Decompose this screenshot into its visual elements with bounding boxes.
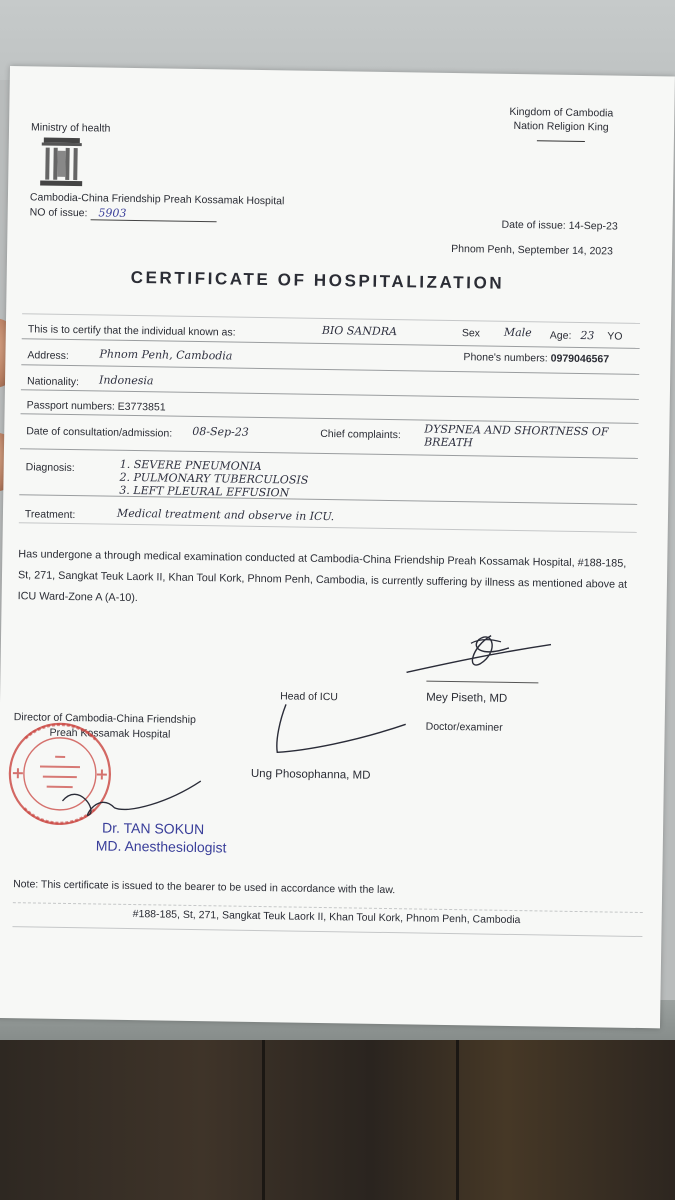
nationality-value: Indonesia — [98, 373, 154, 388]
footer-note: Note: This certificate is issued to the bearer to be used in accordance with the law. — [13, 878, 396, 897]
passport-label: Passport numbers: — [26, 399, 115, 413]
form-rule — [19, 494, 637, 505]
ministry-emblem-icon — [38, 136, 85, 189]
consultation-value: 08-Sep-23 — [192, 424, 249, 439]
patient-name: BIO SANDRA — [321, 323, 398, 339]
date-of-issue: Date of issue: 14-Sep-23 — [501, 218, 618, 233]
age-value: 23 — [580, 328, 595, 343]
certify-label: This is to certify that the individual known as: — [27, 323, 236, 339]
certificate-body-text: Has undergone a through medical examination conducted at Cambodia-China Friendship Preah Kossamak Hospital, #188-185, St, 271, Sangkat Teuk Laork II, Khan Toul Kork, Phnom Penh, Cambodia, is currently suffering by illness as mentioned above at ICU Ward-Zone A (A-10). — [17, 548, 628, 605]
doctor-role: Doctor/examiner — [425, 720, 503, 734]
director-line-2: Preah Kossamak Hospital — [49, 726, 171, 741]
form-rule — [21, 413, 639, 424]
kingdom-label: Kingdom of Cambodia — [509, 105, 614, 120]
floor-seam — [456, 1040, 459, 1200]
phone-label: Phone's numbers: — [463, 351, 548, 365]
sex-label: Sex — [461, 327, 481, 340]
diagnosis-label: Diagnosis: — [25, 461, 75, 475]
issue-no-label: NO of issue: — [29, 206, 88, 220]
address-value: Phnom Penh, Cambodia — [99, 347, 233, 363]
footer-rule — [12, 926, 642, 937]
complaints-value-line-1: DYSPNEA AND SHORTNESS OF — [424, 422, 609, 439]
diagnosis-item: 3. LEFT PLEURAL EFFUSION — [119, 483, 290, 500]
form-rule — [19, 522, 637, 533]
background-floor — [0, 1040, 675, 1200]
complaints-value-line-2: BREATH — [424, 435, 473, 450]
doctor-name: Mey Piseth, MD — [426, 691, 508, 705]
head-icu-name: Ung Phosophanna, MD — [250, 767, 371, 782]
passport-value: E3773851 — [117, 400, 166, 414]
director-name: Dr. TAN SOKUN — [101, 819, 205, 838]
issue-no-value: 5903 — [90, 206, 216, 222]
ministry-label: Ministry of health — [30, 121, 111, 135]
age-label: Age: — [549, 329, 572, 342]
director-signature — [58, 771, 209, 823]
age-unit: YO — [607, 330, 623, 343]
certificate-paper — [0, 66, 675, 1028]
form-rule — [22, 313, 640, 324]
diagnosis-list — [119, 458, 308, 500]
motto-label: Nation Religion King — [513, 119, 609, 134]
sex-value: Male — [503, 325, 532, 340]
footer-address: #188-185, St, 271, Sangkat Teuk Laork II, Khan Toul Kork, Phnom Penh, Cambodia — [132, 908, 521, 927]
head-icu-label: Head of ICU — [280, 690, 339, 704]
complaints-label: Chief complaints: — [320, 427, 401, 442]
document-title: CERTIFICATE OF HOSPITALIZATION — [130, 267, 505, 293]
diagnosis-item: 1. SEVERE PNEUMONIA — [119, 457, 262, 474]
consultation-label: Date of consultation/admission: — [26, 425, 173, 440]
motto-underline — [537, 140, 585, 142]
phone-value: 0979046567 — [550, 352, 610, 366]
director-title: MD. Anesthesiologist — [95, 837, 227, 856]
treatment-label: Treatment: — [24, 508, 76, 522]
place-date: Phnom Penh, September 14, 2023 — [451, 242, 613, 258]
form-rule — [21, 389, 639, 400]
director-line-1: Director of Cambodia-China Friendship — [13, 711, 196, 726]
treatment-value: Medical treatment and observe in ICU. — [116, 506, 335, 524]
head-icu-signature — [265, 700, 416, 762]
diagnosis-item: 2. PULMONARY TUBERCULOSIS — [119, 470, 309, 487]
hospital-name: Cambodia-China Friendship Preah Kossamak Hospital — [29, 191, 285, 208]
floor-seam — [262, 1040, 265, 1200]
doctor-signature — [400, 612, 571, 685]
address-label: Address: — [27, 349, 69, 362]
nationality-label: Nationality: — [26, 375, 80, 389]
